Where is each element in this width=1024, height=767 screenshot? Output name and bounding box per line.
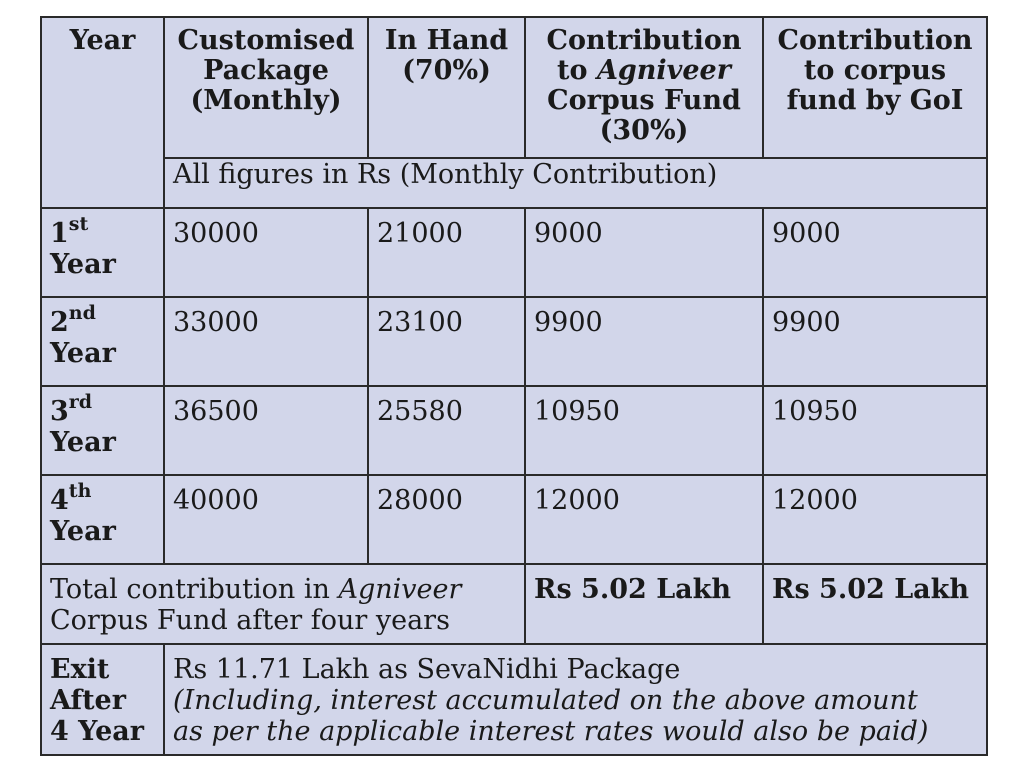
table-row: [41, 297, 987, 386]
corpus-cell: 9000: [525, 208, 763, 297]
total-corpus-value: Rs 5.02 Lakh: [525, 564, 763, 644]
subheader-cell: All figures in Rs (Monthly Contribution): [164, 158, 987, 208]
corpus-cell: 10950: [525, 386, 763, 475]
exit-line3: as per the applicable interest rates would also be paid): [173, 716, 929, 747]
agniveer-package-table: [40, 16, 988, 756]
package-cell: 30000: [164, 208, 368, 297]
exit-description: [164, 644, 987, 755]
header-year: [41, 17, 164, 208]
header-package-l3: (Monthly): [190, 85, 342, 116]
header-inhand-l2: (70%): [402, 55, 491, 86]
header-corpus-l4: (30%): [599, 115, 689, 146]
year-label: 4th Year: [41, 475, 164, 564]
goi-cell: 12000: [763, 475, 987, 564]
package-cell: 33000: [164, 297, 368, 386]
header-corpus-l3: Corpus Fund: [547, 85, 741, 116]
inhand-cell: 28000: [368, 475, 525, 564]
header-inhand-l1: In Hand: [384, 25, 509, 56]
corpus-cell: 9900: [525, 297, 763, 386]
goi-cell: 9000: [763, 208, 987, 297]
header-goi-l3: fund by GoI: [786, 85, 964, 116]
year-label: 2nd Year: [41, 297, 164, 386]
header-goi-l2: to corpus: [803, 55, 947, 86]
inhand-cell: 21000: [368, 208, 525, 297]
package-cell: 40000: [164, 475, 368, 564]
inhand-cell: 23100: [368, 297, 525, 386]
exit-line2: (Including, interest accumulated on the above amount: [173, 685, 918, 716]
subheader-row: [41, 158, 987, 208]
goi-cell: 9900: [763, 297, 987, 386]
header-goi: [763, 17, 987, 158]
header-year-text: Year: [69, 25, 136, 56]
header-corpus-l1: Contribution: [546, 25, 742, 56]
header-package-l2: Package: [203, 55, 329, 86]
header-package-l1: Customised: [177, 25, 355, 56]
total-label: Total contribution in Agniveer Corpus Fund after four years: [41, 564, 525, 644]
table-row: [41, 208, 987, 297]
table-row: [41, 475, 987, 564]
package-cell: 36500: [164, 386, 368, 475]
exit-label: Exit After 4 Year: [41, 644, 164, 755]
goi-cell: 10950: [763, 386, 987, 475]
header-package: [164, 17, 368, 158]
table-row: [41, 386, 987, 475]
total-goi-value: Rs 5.02 Lakh: [763, 564, 987, 644]
inhand-cell: 25580: [368, 386, 525, 475]
header-goi-l1: Contribution: [777, 25, 973, 56]
total-row: [41, 564, 987, 644]
corpus-cell: 12000: [525, 475, 763, 564]
header-inhand: [368, 17, 525, 158]
header-corpus: [525, 17, 763, 158]
year-label: 1st Year: [41, 208, 164, 297]
header-corpus-l2: to Agniveer: [557, 55, 731, 86]
exit-row: [41, 644, 987, 755]
header-row: [41, 17, 987, 158]
exit-line1: Rs 11.71 Lakh as SevaNidhi Package: [173, 654, 681, 685]
year-label: 3rd Year: [41, 386, 164, 475]
